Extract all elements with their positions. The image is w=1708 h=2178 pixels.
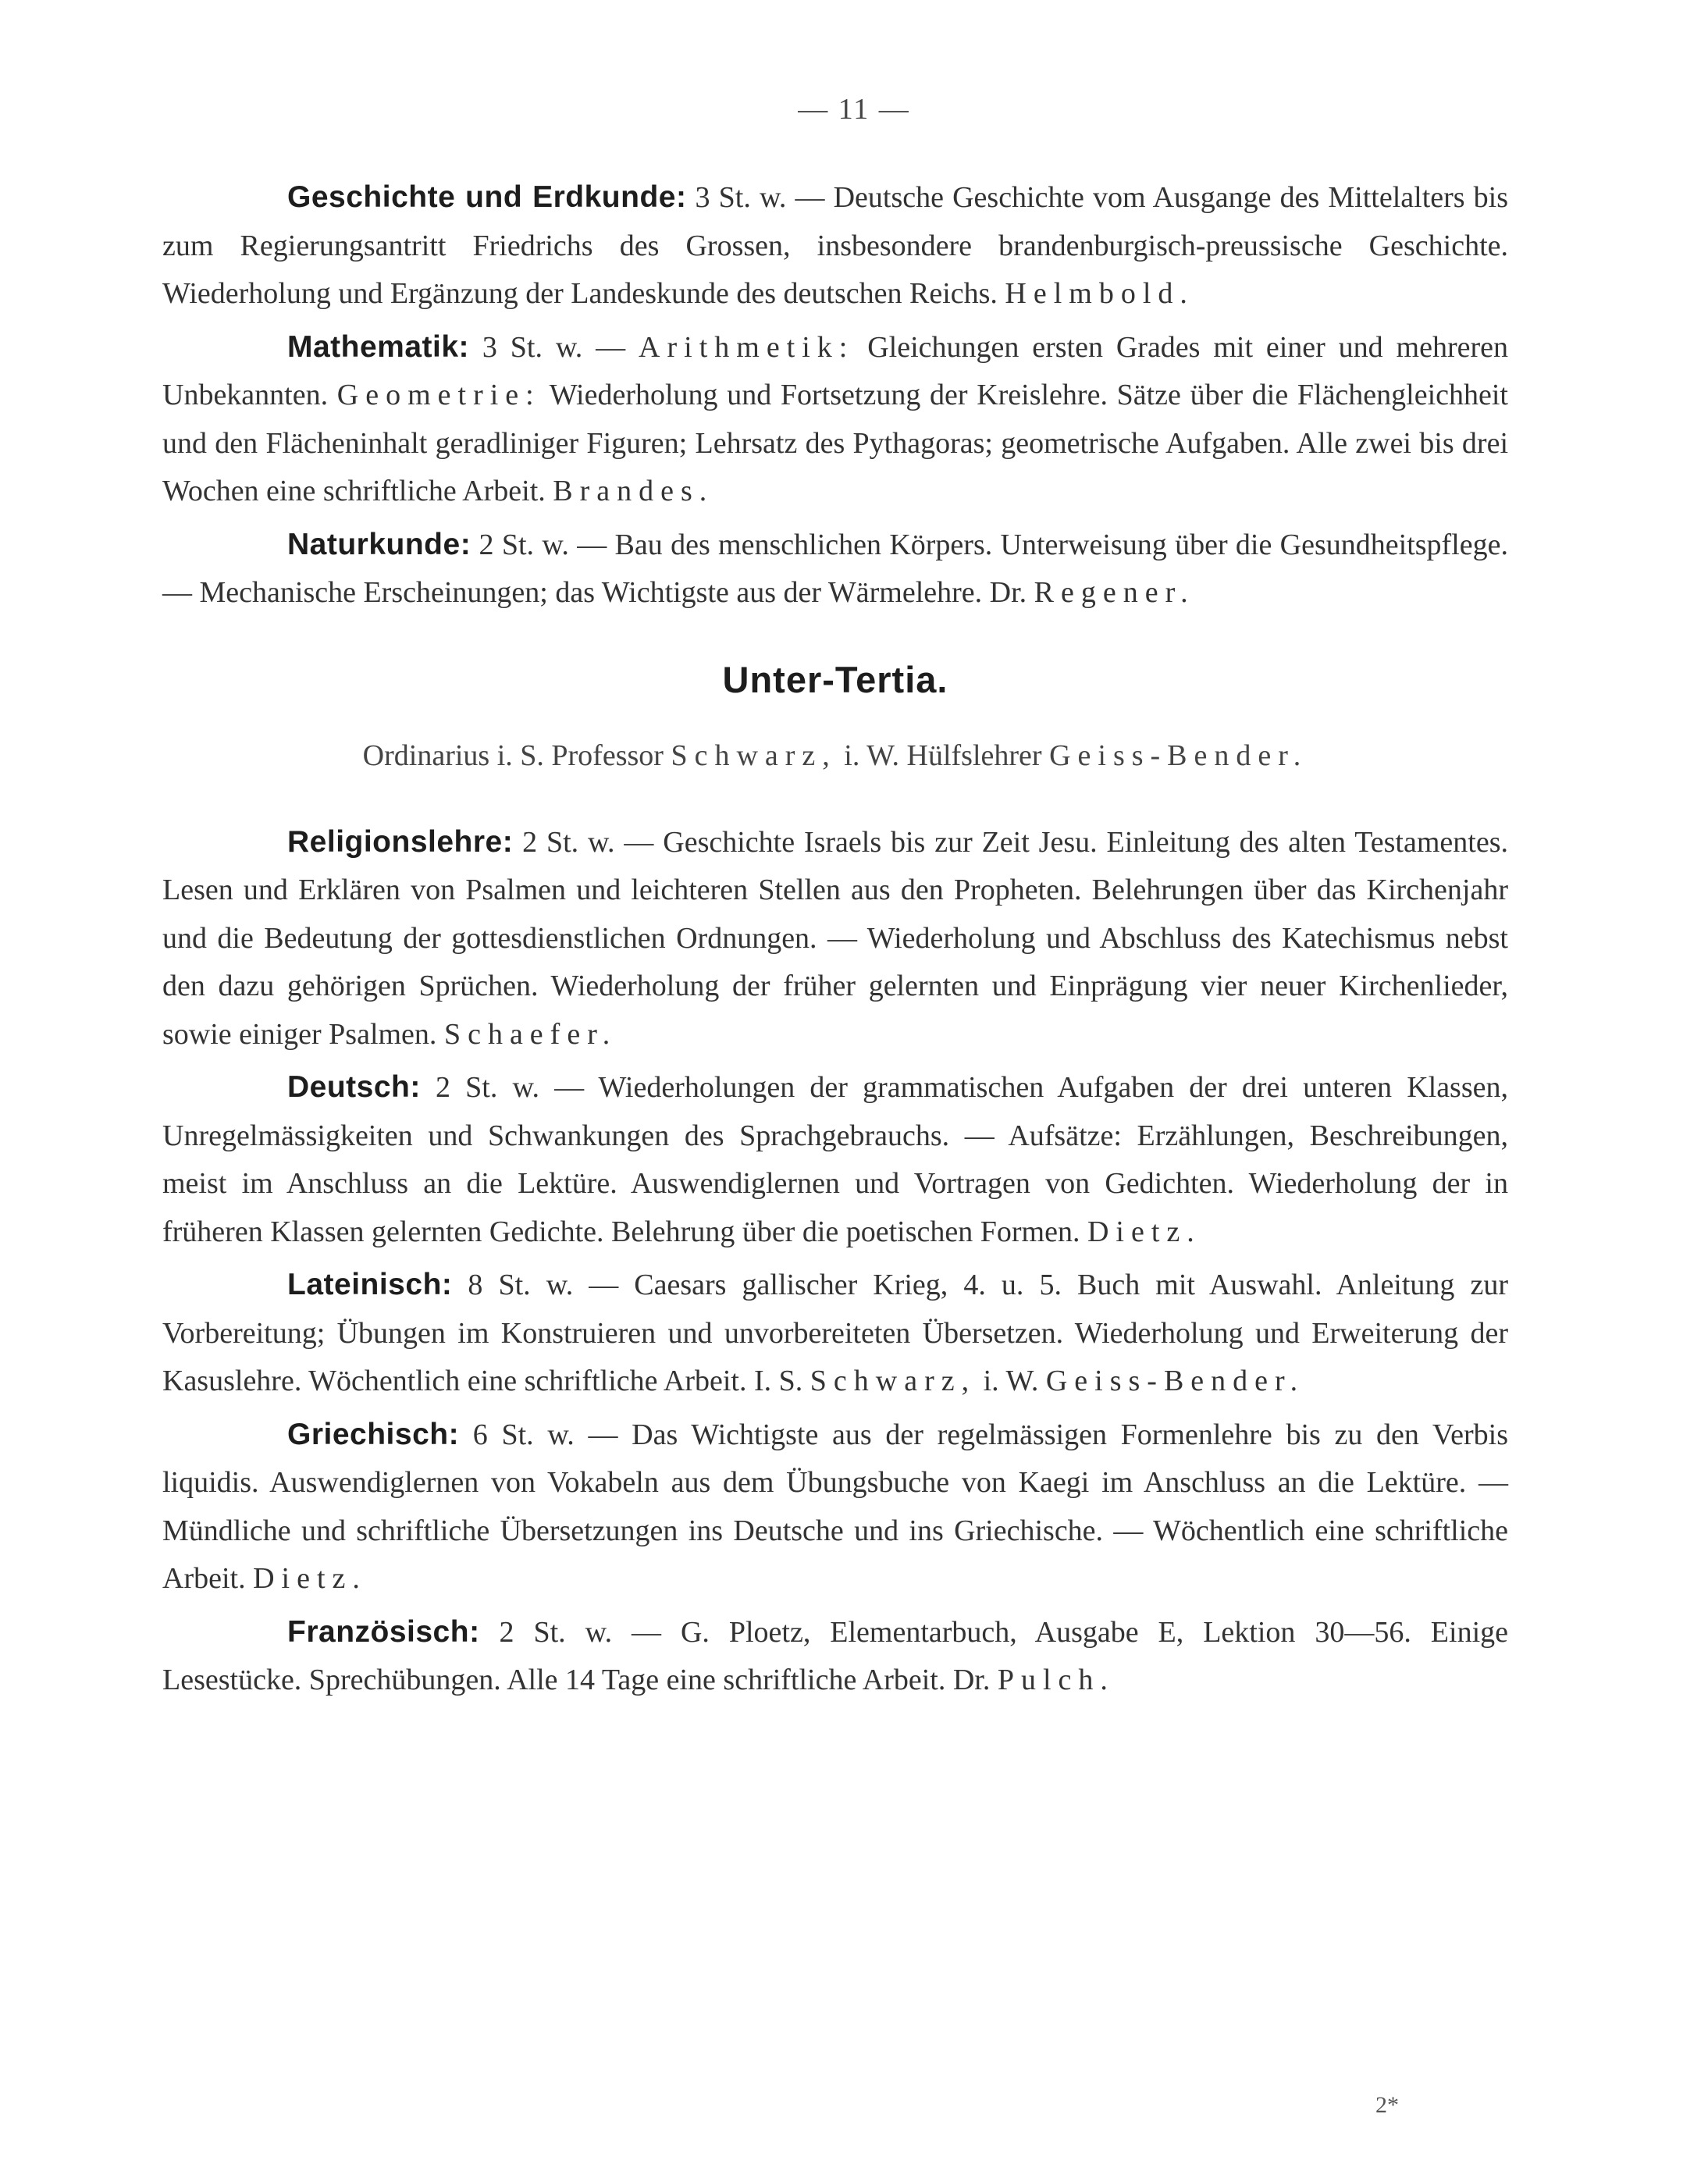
- teacher-name: Schwarz,: [810, 1365, 977, 1397]
- paragraph-text: 6 St. w. — Das Wichtigste aus der regelmässigen Formenlehre bis zu den Verbis liquidis. Auswendiglernen von Vokabeln aus dem Übungsbuche von Kaegi im Anschluss an die Lektüre. — Mündliche und schriftliche Übersetzungen ins Deutsche und ins Griechische. — Wöchentlich eine schriftliche Arbeit.: [162, 1418, 1508, 1595]
- teacher-name: Regener.: [1034, 576, 1195, 609]
- ordinarius-text: i. W. Hülfslehrer: [836, 738, 1050, 772]
- paragraph-griechisch: [162, 1411, 1508, 1603]
- subject-heading: Mathematik:: [287, 329, 470, 364]
- paragraph-text: Wiederholung und Fortsetzung der Kreislehre. Sätze über die Flächengleichheit und den Flächeninhalt geradliniger Figuren; Lehrsatz des Pythagoras; geometrische Aufgaben. Alle zwei bis drei Wochen eine schriftliche Arbeit.: [162, 379, 1508, 507]
- spaced-term: Geometrie:: [336, 379, 541, 411]
- subject-heading: Religionslehre:: [287, 824, 514, 859]
- subject-heading: Französisch:: [287, 1614, 480, 1649]
- paragraph-text: 2 St. w. — Bau des menschlichen Körpers. Unterweisung über die Gesundheitspflege. — Mechanische Erscheinungen; das Wichtigste aus der Wärmelehre. Dr.: [162, 528, 1508, 609]
- page-number: — 11 —: [798, 93, 910, 126]
- paragraph-deutsch: [162, 1063, 1508, 1256]
- subject-heading: Geschichte und Erdkunde:: [287, 180, 687, 214]
- ordinarius-text: Ordinarius i. S. Professor: [362, 738, 671, 772]
- paragraph-text: 3 St. w. — Deutsche Geschichte vom Ausgange des Mittelalters bis zum Regierungsantritt Friedrichs des Grossen, insbesondere brandenburgisch-preussische Geschichte. Wiederholung und Ergänzung der Landeskunde des deutschen Reichs.: [162, 181, 1508, 310]
- spaced-term: Arithmetik:: [639, 330, 855, 364]
- paragraph-franzoesisch: [162, 1608, 1508, 1705]
- teacher-name: Geiss-Bender.: [1049, 738, 1308, 772]
- paragraph-geschichte: [162, 173, 1508, 319]
- section-title: Unter-Tertia.: [722, 658, 948, 700]
- paragraph-lateinisch: [162, 1261, 1508, 1406]
- teacher-name: Schaefer.: [443, 1017, 617, 1051]
- paragraph-text: 8 St. w. — Caesars gallischer Krieg, 4. u. 5. Buch mit Auswahl. Anleitung zur Vorbereitung; Übungen im Konstruieren und unvorbereiteten Übersetzen. Wiederholung und Erweiterung der Kasuslehre. Wöchentlich eine schriftliche Arbeit. I. S.: [162, 1269, 1508, 1397]
- paragraph-mathematik: [162, 323, 1508, 516]
- subject-heading: Lateinisch:: [287, 1268, 453, 1301]
- teacher-name: Brandes.: [553, 475, 714, 507]
- paragraph-text: 3 St. w. —: [469, 330, 639, 364]
- page-content: [162, 173, 1508, 1705]
- paragraph-religionslehre: [162, 818, 1508, 1059]
- paragraph-naturkunde: [162, 521, 1508, 617]
- paragraph-text: i. W.: [976, 1365, 1046, 1397]
- signature-mark: 2*: [1375, 2092, 1399, 2118]
- subject-heading: Griechisch:: [287, 1417, 460, 1451]
- teacher-name: Dietz.: [253, 1562, 367, 1595]
- subject-heading: Deutsch:: [287, 1070, 421, 1104]
- subject-heading: Naturkunde:: [287, 527, 471, 561]
- teacher-name: Pulch.: [997, 1664, 1115, 1696]
- paragraph-text: 2 St. w. — G. Ploetz, Elementarbuch, Ausgabe E, Lektion 30—56. Einige Lesestücke. Sprechübungen. Alle 14 Tage eine schriftliche Arbeit. Dr.: [162, 1615, 1508, 1696]
- paragraph-text: 2 St. w. — Wiederholungen der grammatischen Aufgaben der drei unteren Klassen, Unregelmässigkeiten und Schwankungen des Sprachgebrauchs. — Aufsätze: Erzählungen, Beschreibungen, meist im Anschluss an die Lektüre. Auswendiglernen und Vortragen von Gedichten. Wiederholung der in früheren Klassen gelernten Gedichte. Belehrung über die poetischen Formen.: [162, 1071, 1508, 1248]
- ordinarius-line: [162, 732, 1508, 779]
- teacher-name: Helmbold.: [1005, 277, 1194, 310]
- teacher-name: Dietz.: [1087, 1215, 1201, 1248]
- teacher-name: Geiss-Bender.: [1045, 1365, 1305, 1397]
- paragraph-text: 2 St. w. — Geschichte Israels bis zur Zeit Jesu. Einleitung des alten Testamentes. Lesen und Erklären von Psalmen und leichteren Stellen aus den Propheten. Belehrungen über das Kirchenjahr und die Bedeutung der gottesdienstlichen Ordnungen. — Wiederholung und Abschluss des Katechismus nebst den dazu gehörigen Sprüchen. Wiederholung der früher gelernten und Einprägung vier neuer Kirchenlieder, sowie einiger Psalmen.: [162, 825, 1508, 1051]
- teacher-name: Schwarz,: [671, 738, 837, 772]
- paragraph-text: Gleichungen ersten Grades mit einer und mehreren Unbekannten.: [162, 330, 1508, 411]
